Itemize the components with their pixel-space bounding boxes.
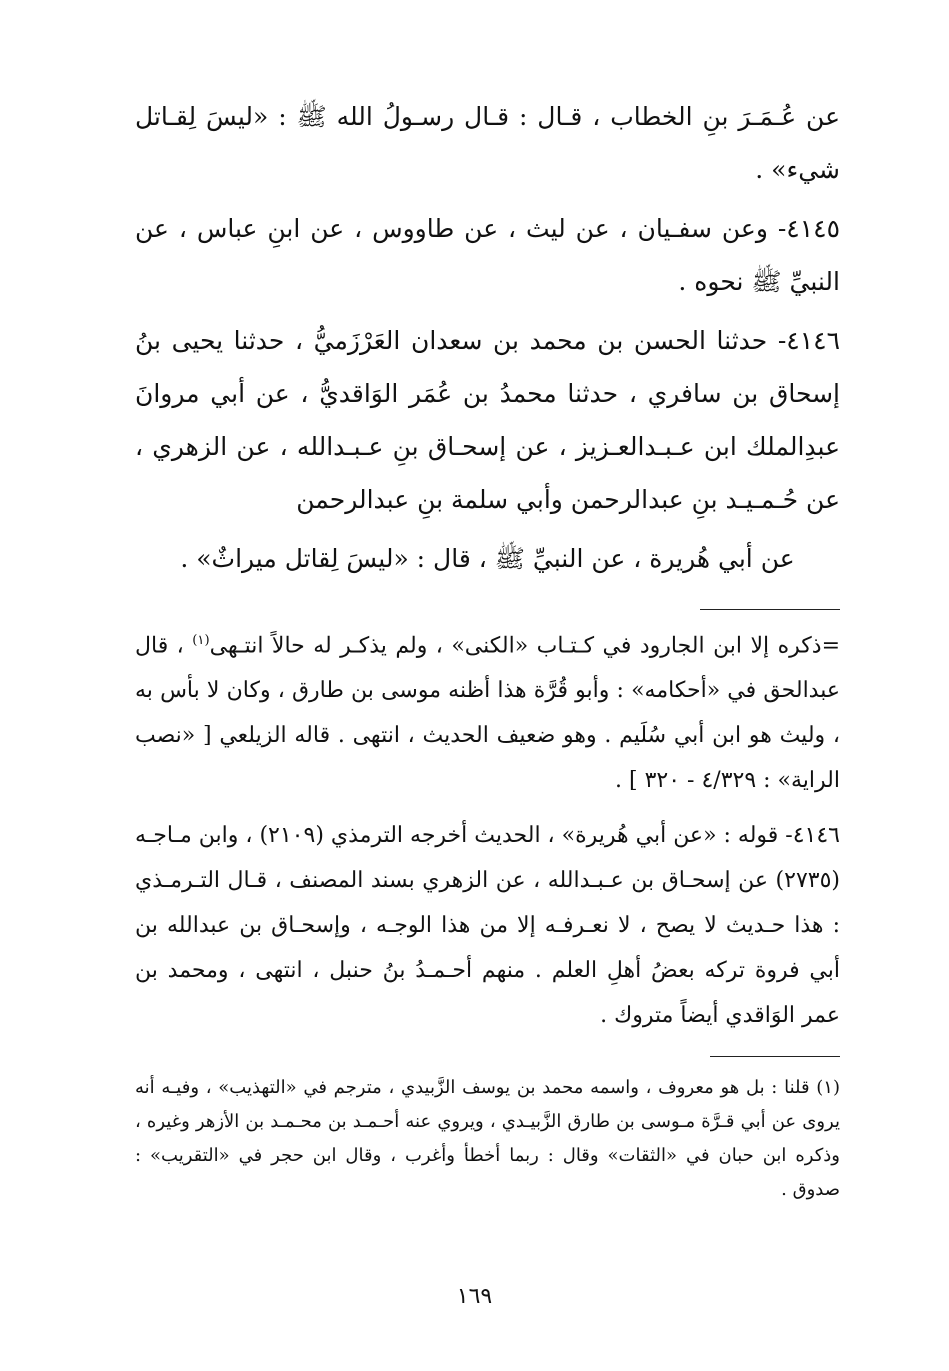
commentary-paragraph-1 [135, 618, 840, 803]
hadith-paragraph-1: عن عُـمَـرَ بنِ الخطاب ، قـال : قـال رسـولُ الله ﷺ : «ليسَ لِقـاتل شيء» . [135, 102, 840, 184]
commentary-section [135, 618, 840, 1038]
hadith-paragraph-4146-matn: عن أبي هُريرة ، عن النبيِّ ﷺ ، قال : «ليسَ لِقاتل ميراثٌ» . [180, 544, 795, 573]
book-page [135, 90, 840, 1340]
commentary-text-1-rest: ، قال عبدالحق في «أحكامه» : وأبو قُرَّة هذا أظنه موسى بن طارق ، وكان لا بأس به ، وليث هو ابن أبي سُلَيم . وهو ضعيف الحديث ، انتهى . قاله الزيلعي [ «نصب الراية» : ٤/٣٢٩ - ٣٢٠ ] . [135, 633, 840, 794]
footnote-divider [710, 1056, 840, 1057]
hadith-paragraph-4146-isnad: ٤١٤٦- حدثنا الحسن بن محمد بن سعدان العَرْزَميُّ ، حدثنا يحيى بنُ إسحاق بن سافري ، حدثنا محمدُ بن عُمَر الوَاقديُّ ، عن أبي مروانَ عبدِالملك ابن عـبـدالعـزيز ، عن إسحـاق بنِ عـبـدالله ، عن الزهري ، عن حُـمـيـد بنِ عبدالرحمن وأبي سلمة بنِ عبدالرحمن [135, 326, 840, 514]
continuation-marker: = [821, 633, 840, 659]
commentary-paragraph-4146: ٤١٤٦- قوله : «عن أبي هُريرة» ، الحديث أخرجه الترمذي (٢١٠٩) ، وابن مـاجـه (٢٧٣٥) عن إسحـاق بن عـبـدالله ، عن الزهري بسند المصنف ، قـال التـرمـذي : هذا حـديث لا يصح ، لا نعـرفـه إلا من هذا الوجـه ، وإسحـاق بن عبدالله بن أبي فروة تركه بعضُ أهلِ العلم . منهم أحـمـدُ بنُ حنبل ، انتهى ، ومحمد بن عمر الوَاقدي أيضاً متروك . [135, 823, 840, 1029]
footnote-reference[interactable]: (١) [192, 633, 210, 648]
commentary-divider [700, 609, 840, 610]
commentary-text-1: ذكره إلا ابن الجارود في كـتـاب «الكنى» ، ولم يذكـر له حالاً انتـهى [209, 633, 822, 659]
hadith-paragraph-4145: ٤١٤٥- وعن سفـيان ، عن ليث ، عن طاووس ، عن ابنِ عباس ، عن النبيِّ ﷺ نحوه . [135, 214, 840, 296]
page-number: ١٦٩ [456, 1284, 493, 1309]
footnotes-section [135, 1071, 840, 1207]
main-text [135, 90, 840, 585]
footnote-1: (١) قلنا : بل هو معروف ، واسمه محمد بن يوسف الزَّبيدي ، مترجم في «التهذيب» ، وفيـه أنه يروى عن أبي قـرَّة مـوسى بن طارق الزَّبيـدي ، ويروي عنه أحـمـد بن محـمـد بن الأزهر وغيره ، وذكره ابن حبان في «الثقات» وقال : ربما أخطأ وأغرب ، وقال ابن حجر في «التقريب» : صدوق . [135, 1077, 840, 1201]
